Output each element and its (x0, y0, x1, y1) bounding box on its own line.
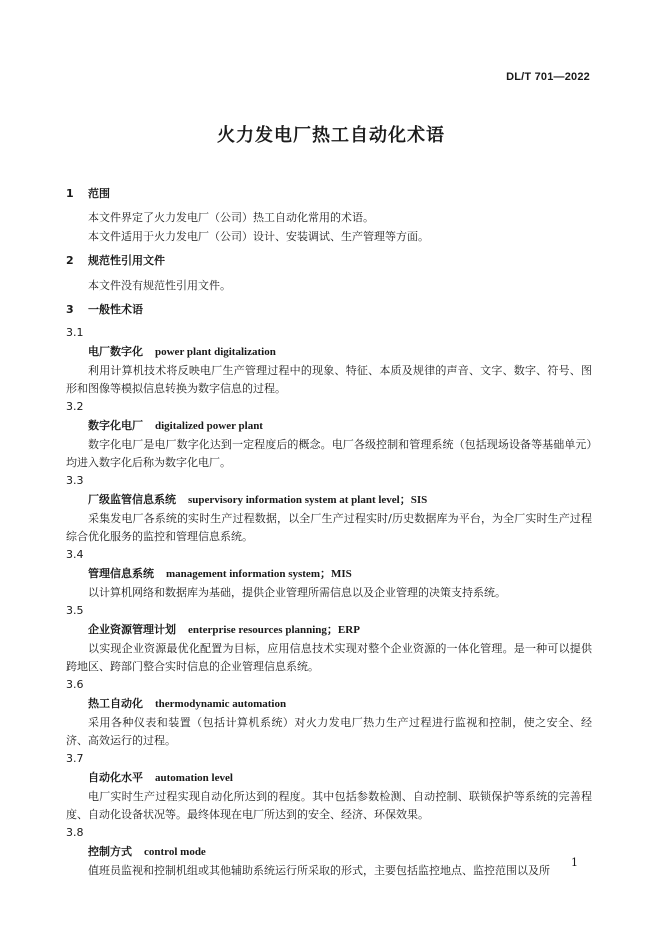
term-entry (66, 324, 592, 398)
term-definition: 值班员监视和控制机组或其他辅助系统运行所采取的形式，主要包括监控地点、监控范围以及所 (88, 864, 550, 877)
section-number: 1 (66, 187, 74, 200)
term-zh: 厂级监管信息系统 (88, 493, 176, 506)
term-entry (66, 602, 592, 676)
term-entry (66, 546, 592, 602)
section-heading-2 (66, 253, 592, 269)
section-heading-3 (66, 302, 592, 318)
term-entry (66, 472, 592, 546)
term-heading (66, 490, 592, 510)
term-definition: 采集发电厂各系统的实时生产过程数据，以全厂生产过程实时/历史数据库为平台，为全厂实时生产过程综合优化服务的监控和管理信息系统。 (66, 512, 592, 543)
term-definition: 采用各种仪表和装置（包括计算机系统）对火力发电厂热力生产过程进行监视和控制，使之安全、经济、高效运行的过程。 (66, 716, 592, 747)
term-zh: 自动化水平 (88, 771, 143, 784)
doc-code: DL/T 701—2022 (506, 71, 590, 83)
term-entry (66, 676, 592, 750)
paragraph: 本文件界定了火力发电厂（公司）热工自动化常用的术语。 (88, 211, 374, 224)
term-entry (66, 398, 592, 472)
paragraph: 本文件没有规范性引用文件。 (88, 279, 231, 292)
term-en: power plant digitalization (155, 346, 276, 358)
term-en: automation level (155, 772, 233, 784)
section-title: 一般性术语 (88, 303, 143, 316)
term-number: 3.8 (66, 826, 84, 839)
term-zh: 热工自动化 (88, 697, 143, 710)
term-en: control mode (144, 846, 206, 858)
term-definition: 以实现企业资源最优化配置为目标，应用信息技术实现对整个企业资源的一体化管理。是一种可以提供跨地区、跨部门整合实时信息的企业管理信息系统。 (66, 642, 592, 673)
term-en: thermodynamic automation (155, 698, 287, 710)
paragraph: 本文件适用于火力发电厂（公司）设计、安装调试、生产管理等方面。 (88, 230, 429, 243)
term-zh: 电厂数字化 (88, 345, 143, 358)
term-heading (66, 768, 592, 788)
term-number: 3.5 (66, 604, 84, 617)
term-en: digitalized power plant (155, 420, 263, 432)
term-en: management information system；MIS (166, 568, 352, 580)
term-heading (66, 842, 592, 862)
term-zh: 数字化电厂 (88, 419, 143, 432)
term-en: supervisory information system at plant level；SIS (188, 494, 428, 506)
term-number: 3.6 (66, 678, 84, 691)
term-en: enterprise resources planning；ERP (188, 624, 360, 636)
term-zh: 管理信息系统 (88, 567, 154, 580)
term-heading (66, 416, 592, 436)
term-definition: 数字化电厂是电厂数字化达到一定程度后的概念。电厂各级控制和管理系统（包括现场设备等基础单元）均进入数字化后称为数字化电厂。 (66, 438, 592, 469)
term-definition: 利用计算机技术将反映电厂生产管理过程中的现象、特征、本质及规律的声音、文字、数字、符号、图形和图像等模拟信息转换为数字信息的过程。 (66, 364, 592, 395)
page-title: 火力发电厂热工自动化术语 (217, 125, 445, 146)
page-number: 1 (571, 856, 578, 869)
term-definition: 以计算机网络和数据库为基础，提供企业管理所需信息以及企业管理的决策支持系统。 (88, 586, 506, 599)
section-number: 3 (66, 303, 74, 316)
document-body (66, 186, 592, 880)
section-title: 范围 (88, 187, 110, 200)
section-heading-1 (66, 186, 592, 202)
term-heading (66, 620, 592, 640)
term-heading (66, 694, 592, 714)
term-zh: 控制方式 (88, 845, 132, 858)
term-entry (66, 824, 592, 880)
term-entry (66, 750, 592, 824)
term-heading (66, 564, 592, 584)
term-zh: 企业资源管理计划 (88, 623, 176, 636)
term-number: 3.1 (66, 326, 84, 339)
term-number: 3.2 (66, 400, 84, 413)
term-heading (66, 342, 592, 362)
term-number: 3.3 (66, 474, 84, 487)
term-number: 3.4 (66, 548, 84, 561)
term-definition: 电厂实时生产过程实现自动化所达到的程度。其中包括参数检测、自动控制、联锁保护等系统的完善程度、自动化设备状况等。最终体现在电厂所达到的安全、经济、环保效果。 (66, 790, 592, 821)
section-title: 规范性引用文件 (88, 254, 165, 267)
section-number: 2 (66, 254, 74, 267)
term-number: 3.7 (66, 752, 84, 765)
